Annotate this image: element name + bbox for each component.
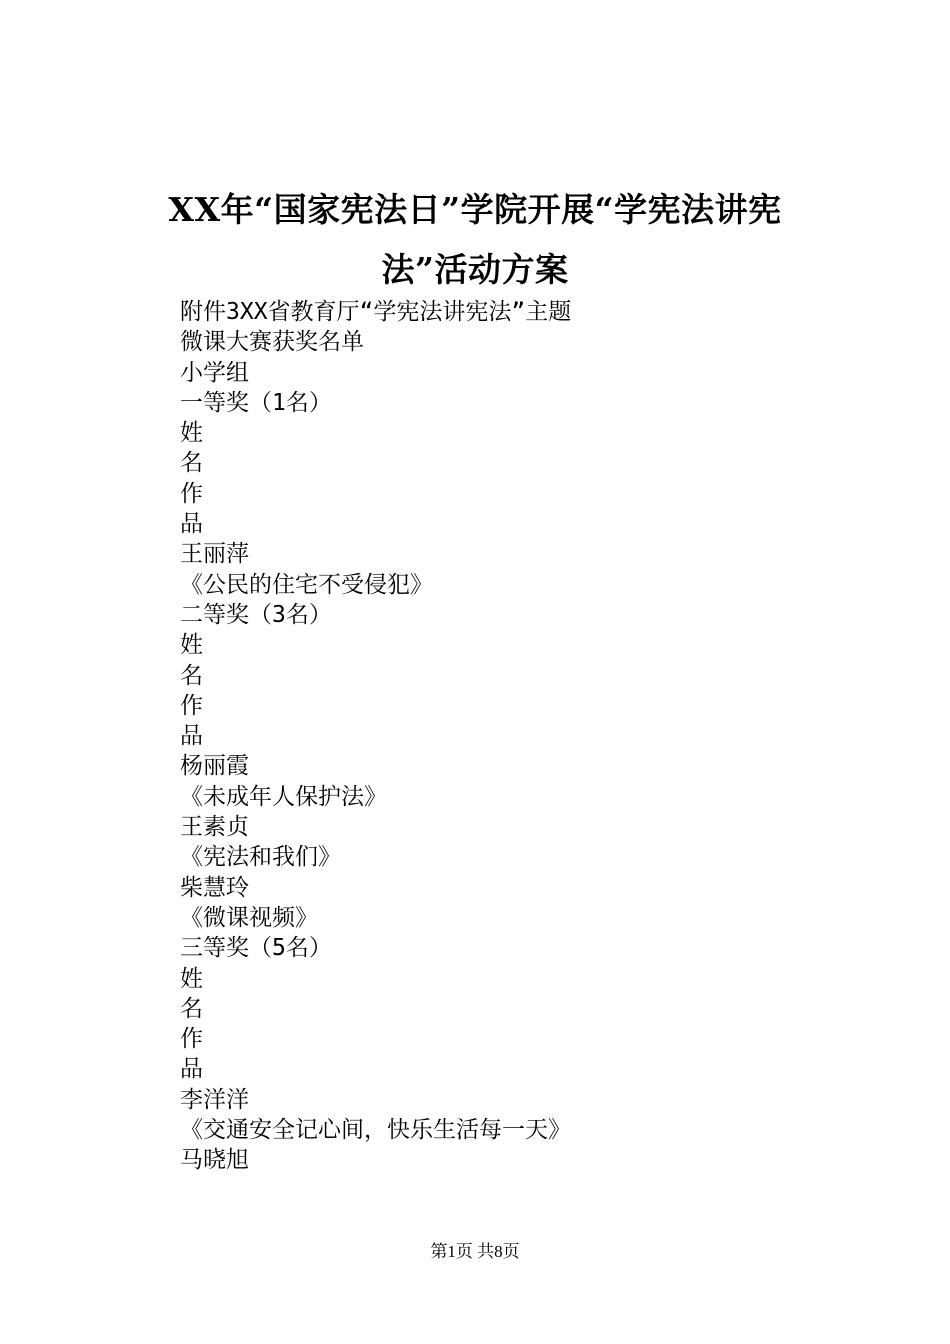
text-line: 名 [180, 995, 203, 1022]
text-line: 附件3XX省教育厅“学宪法讲宪法”主题 [180, 299, 572, 325]
text-line: 名 [180, 662, 203, 689]
document-body [180, 297, 820, 1176]
text-line: 杨丽霞 [180, 753, 249, 780]
document-title-line-1: XX年“国家宪法日”学院开展“学宪法讲宪 [168, 190, 782, 229]
text-line: 《宪法和我们》 [180, 844, 341, 871]
text-line: 姓 [180, 420, 203, 447]
text-line: 品 [180, 723, 203, 750]
text-line: 马晓旭 [180, 1147, 249, 1174]
text-line: 二等奖（3名） [180, 601, 332, 628]
text-line: 姓 [180, 965, 203, 992]
text-line: 王素贞 [180, 814, 249, 841]
text-line: 名 [180, 450, 203, 477]
document-title-line-2: 法”活动方案 [381, 250, 569, 289]
text-line: 王丽萍 [180, 541, 249, 568]
text-line: 李洋洋 [180, 1086, 249, 1113]
text-line: 《微课视频》 [180, 904, 318, 931]
text-line: 作 [180, 480, 203, 507]
page-footer: 第1页 共8页 [430, 1242, 520, 1261]
text-line: 作 [180, 1026, 203, 1053]
text-line: 《未成年人保护法》 [180, 783, 387, 810]
text-line: 小学组 [180, 359, 249, 386]
text-line: 微课大赛获奖名单 [180, 329, 364, 356]
text-line: 作 [180, 692, 203, 719]
text-line: 品 [180, 1056, 203, 1083]
text-line: 《交通安全记心间，快乐生活每一天》 [180, 1117, 571, 1144]
text-line: 《公民的住宅不受侵犯》 [180, 571, 433, 598]
text-line: 柴慧玲 [180, 874, 249, 901]
text-line: 姓 [180, 632, 203, 659]
text-line: 一等奖（1名） [180, 389, 332, 416]
text-line: 三等奖（5名） [180, 935, 332, 962]
text-line: 品 [180, 511, 203, 538]
